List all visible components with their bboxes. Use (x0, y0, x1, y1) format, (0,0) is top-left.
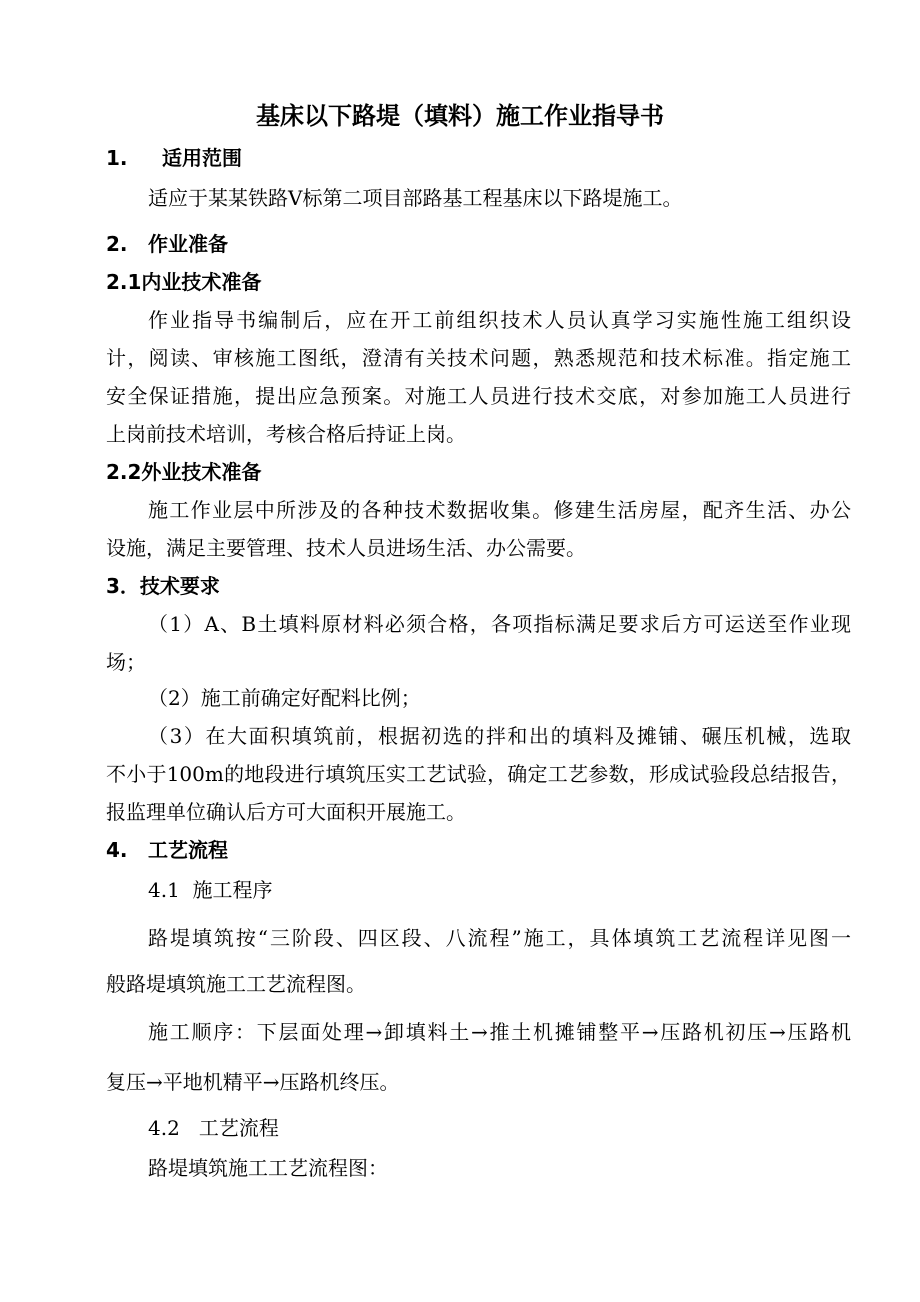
section-4-number: 4. (106, 838, 128, 862)
section-4-heading: 工艺流程 (148, 838, 228, 862)
paragraph-line: 安全保证措施，提出应急预案。对施工人员进行技术交底，对参加施工人员进行 (106, 384, 851, 408)
paragraph-line: 作业指导书编制后，应在开工前组织技术人员认真学习实施性施工组织设 (148, 308, 851, 332)
section-2-2-heading: 2.2外业技术准备 (106, 460, 262, 484)
list-item-line: 场； (106, 650, 146, 674)
list-item-line: 不小于100m的地段进行填筑压实工艺试验，确定工艺参数，形成试验段总结报告， (106, 762, 851, 786)
list-item: （2）施工前确定好配料比例； (148, 686, 421, 710)
paragraph-line: 施工顺序：下层面处理→卸填料土→推土机摊铺整平→压路机初压→压路机 (148, 1020, 851, 1044)
section-1-number: 1. (106, 146, 128, 170)
section-2-heading: 作业准备 (148, 232, 228, 256)
section-1-heading: 适用范围 (162, 146, 242, 170)
paragraph-line: 般路堤填筑施工工艺流程图。 (106, 972, 366, 996)
section-2-1-heading: 2.1内业技术准备 (106, 270, 262, 294)
page-title: 基床以下路堤（填料）施工作业指导书 (256, 102, 664, 130)
paragraph-line: 上岗前技术培训，考核合格后持证上岗。 (106, 422, 466, 446)
list-item-line: （1）A、B土填料原材料必须合格，各项指标满足要求后方可运送至作业现 (148, 612, 851, 636)
paragraph-line: 路堤填筑施工工艺流程图： (148, 1156, 388, 1180)
section-2-number: 2. (106, 232, 128, 256)
section-1-paragraph: 适应于某某铁路Ⅴ标第二项目部路基工程基床以下路堤施工。 (148, 186, 683, 210)
paragraph-line: 设施，满足主要管理、技术人员进场生活、办公需要。 (106, 536, 586, 560)
list-item-line: 报监理单位确认后方可大面积开展施工。 (106, 800, 466, 824)
paragraph-line: 计，阅读、审核施工图纸，澄清有关技术问题，熟悉规范和技术标准。指定施工 (106, 346, 851, 370)
list-item-line: （3）在大面积填筑前，根据初选的拌和出的填料及摊铺、碾压机械，选取 (148, 724, 851, 748)
paragraph-line: 复压→平地机精平→压路机终压。 (106, 1070, 400, 1094)
paragraph-line: 施工作业层中所涉及的各种技术数据收集。修建生活房屋，配齐生活、办公 (148, 498, 851, 522)
paragraph-line: 路堤填筑按“三阶段、四区段、八流程”施工，具体填筑工艺流程详见图一 (148, 926, 851, 950)
section-3-heading: 3．技术要求 (106, 574, 220, 598)
section-4-2-heading: 4.2 工艺流程 (148, 1116, 279, 1140)
section-4-1-heading: 4.1 施工程序 (148, 878, 273, 902)
